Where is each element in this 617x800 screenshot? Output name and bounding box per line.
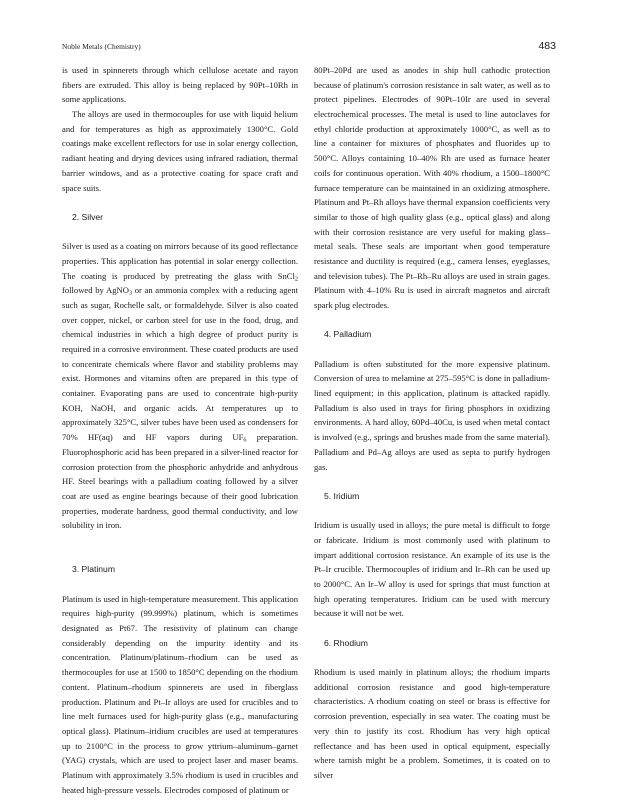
paragraph-palladium: Palladium is often substituted for the more expensive platinum. Conversion of urea to melamine at 275–595°C is done in palladium-lined equipment; in this application, platinum is attacked rapidly. Palladium is also used in trays for firing phosphors in oxidizing environments. A hard alloy, 60Pd–40Cu, is used when metal contact is involved (e.g., springs and brushes made from the same material). Palladium and Pd–Ag alloys are used as septa to purify hydrogen gas. — [314, 358, 550, 472]
section-heading-platinum: 3. Platinum — [72, 564, 115, 575]
running-header — [62, 40, 556, 54]
paragraph-iridium: Iridium is usually used in alloys; the pure metal is difficult to forge or fabricate. Iridium is most commonly used with platinum to impart additional corrosion resistance. An example of its use is the Pt–Ir crucible. Thermocouples of iridium and Ir–Rh can be used up to 2000°C. An Ir–W alloy is used for springs that must function at high operating temperatures. Iridium can be used with mercury because it will not be wet. — [314, 520, 550, 619]
left-column — [62, 63, 298, 797]
section-heading-rhodium: 6. Rhodium — [324, 637, 368, 648]
paragraph-gold-alloys: The alloys are used in thermocouples for use with liquid helium and for temperatures as high as approximately 1300°C. Gold coatings make excellent reflectors for use in solar energy collection, radiant heating and drying devices using infrared radiation, thermal barrier windows, and as a protective coating for space craft and space suits. — [62, 109, 298, 193]
paragraph-silver: Silver is used as a coating on mirrors because of its good reflectance properties. This application has potential in solar energy collection. The coating is produced by pretreating the glass with SnCl$_2$ followed by AgNO$_3$ or an ammonia complex with a reducing agent such as sugar, Rochelle salt, or formaldehyde. Silver is also coated over copper, nickel, or carbon steel for use in the food, drug, and chemical industries in which a high degree of product purity is required in a corrosive environment. These coated products are used to concentrate chemicals where flavor and stability problems may exist. Hormones and vitamins often are prepared in this type of container. Evaporating pans are used to concentrate high-purity KOH, NaOH, and organic acids. At temperatures up to approximately 325°C, silver tubes have been used as condensers for 70% HF(aq) and HF vapors during $UF_6$ preparation. Fluorophosphoric acid has been prepared in a silver-lined reactor for corrosion protection from the phosphoric anhydride and anhydrous HF. Steel bearings with a palladium coating followed by a silver coat are used as engine bearings because of their good lubrication properties, moderate hardness, good thermal conductivity, and low solubility in iron. — [62, 241, 299, 531]
paragraph-platinum-continued: 80Pt–20Pd are used as anodes in ship hull cathodic protection because of platinum's corrosion resistance in salt water, as well as to protect pipelines. Electrodes of 90Pt–10Ir are used in several electrochemical processes. The metal is used to line autoclaves for ethyl chloride production at approximately 1000°C, as well as to line a container for mixtures of phosphates and fluorides up to 500°C. Alloys containing 10–40% Rh are used as furnace heater coils for continuous operation. With 40% rhodium, a 1500–1800°C furnace temperature can be maintained in an oxidizing atmosphere. Platinum and Pt–Rh alloys have thermal expansion coefficients very similar to those of high quality glass (e.g., optical glass) and along with their corrosion resistance are very useful for making glass–metal seals. These seals are important when good temperature resistance and ductility is required (e.g., camera lenses, eyeglasses, and television tubes). The Pt–Rh–Ru alloys are used in strain gages. Platinum with 4–10% Ru is used in aircraft magnetos and aircraft spark plug electrodes. — [314, 65, 550, 310]
right-column — [314, 63, 550, 783]
paragraph-rhodium: Rhodium is used mainly in platinum alloys; the rhodium imparts additional corrosion resistance and good high-temperature characteristics. A rhodium coating on steel or brass is effective for corrosion prevention, especially in sea water. The coating must be very thin to justify its cost. Rhodium has very high optical reflectance and has been used in optical equipment, especially where tarnish might be a problem. Sometimes, it is coated on to silver — [314, 667, 550, 780]
section-heading-silver: 2. Silver — [72, 211, 104, 222]
paragraph-platinum: Platinum is used in high-temperature measurement. This application requires high-purity (99.999%) platinum, which is sometimes designated as Pt67. The resistivity of platinum can change considerably depending on the impurity identity and its concentration. Platinum/platinum–rhodium can be used as thermocouples for use at 1500 to 1850°C depending on the rhodium content. Platinum–rhodium spinnerets are used in fiberglass production. Platinum and Pt–Ir alloys are used for crucibles and to line melt furnaces used for high-purity glass (e.g., manufacturing optical glass). Platinum–iridium crucibles are used at temperatures up to 2100°C in the process to grow yttrium–aluminum–garnet (YAG) crystals, which are used to project laser and maser beams. Platinum with approximately 3.5% rhodium is used in crucibles and heated high-pressure vessels. Electrodes composed of platinum or — [62, 593, 298, 795]
section-heading-palladium: 4. Palladium — [324, 329, 372, 340]
page-number: 483 — [538, 40, 556, 52]
section-heading-iridium: 5. Iridium — [324, 490, 360, 501]
running-title: Noble Metals (Chemistry) — [62, 42, 141, 51]
paragraph-gold-continued: is used in spinnerets through which cellulose acetate and rayon fibers are extruded. This alloy is being replaced by 90Pt–10Rh in some applications. — [62, 65, 298, 105]
